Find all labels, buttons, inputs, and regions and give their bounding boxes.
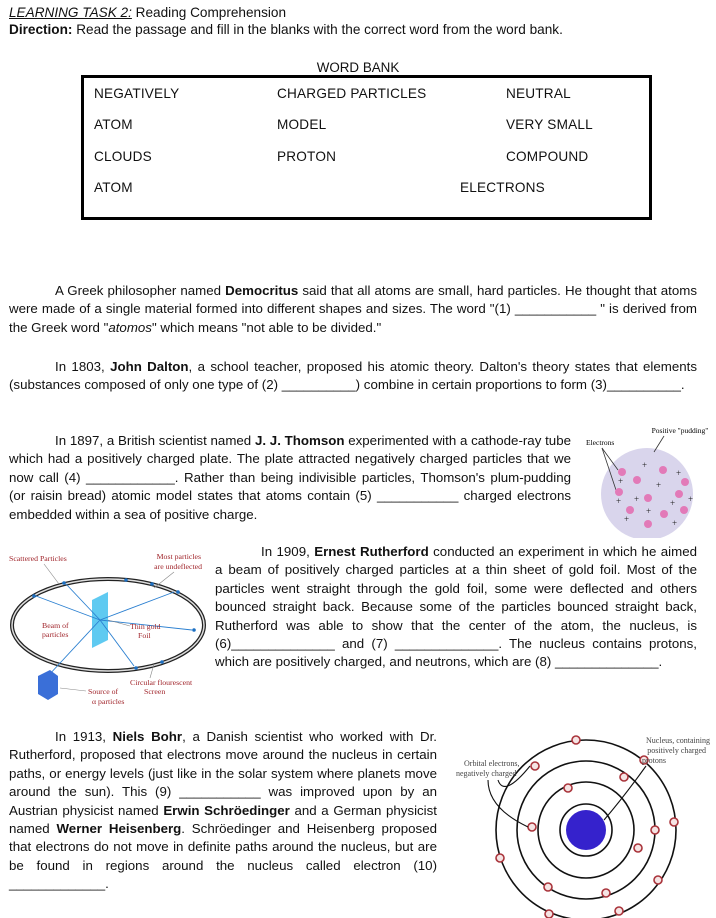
term-atomos: atomos [108, 319, 152, 335]
label-positive-pudding: Positive "pudding" [651, 426, 709, 435]
word-bank-item: NEGATIVELY [94, 86, 180, 101]
direction-label: Direction: [9, 22, 73, 37]
word-bank-item: VERY SMALL [506, 117, 593, 132]
word-bank-item: CHARGED PARTICLES [277, 86, 427, 101]
name-democritus: Democritus [225, 283, 299, 298]
word-bank-item: ATOM [94, 180, 133, 195]
label-foil: Foil [138, 631, 151, 640]
label-screen: Screen [144, 687, 166, 696]
label-positively-charged: positively charged [647, 746, 706, 755]
label-scattered: Scattered Particles [9, 554, 67, 563]
svg-text:+: + [634, 494, 640, 504]
svg-text:+: + [646, 506, 652, 516]
word-bank-item: PROTON [277, 149, 337, 164]
label-thin-gold: Thin gold [130, 622, 161, 631]
svg-text:+: + [618, 476, 624, 486]
gold-foil-diagram [4, 548, 214, 708]
task-title: Reading Comprehension [135, 5, 287, 20]
label-beam-particles: particles [42, 630, 69, 639]
label-circular-screen: Circular flourescent [130, 678, 193, 687]
name-schroedinger: Erwin Schröedinger [163, 802, 290, 818]
passage-democritus: A Greek philosopher named Democritus said that all atoms are small, hard particles. He thought that atoms were made of a single material formed into different shapes and sizes. The word "(1) ___________ " is derived from the Greek word "atomos" which means "not able to be divided." [9, 283, 697, 335]
label-negatively-charged: negatively charged [456, 769, 517, 778]
svg-text:+: + [616, 496, 622, 506]
task-label: LEARNING TASK 2: [9, 5, 132, 20]
name-heisenberg: Werner Heisenberg [56, 821, 182, 837]
bohr-model-diagram [448, 728, 714, 918]
direction-text: Read the passage and fill in the blanks with the correct word from the word bank. [76, 22, 563, 37]
name-dalton: John Dalton [110, 359, 189, 374]
svg-text:+: + [642, 460, 648, 470]
passage-bohr: In 1913, Niels Bohr, a Danish scientist who worked with Dr. Rutherford, proposed that electrons move around the nucleus in certain paths, or energy levels (just like in the solar system where planets move around the sun). This (9) ___________ was improved upon by an Austrian physicist named Erwin Schröedinger and a German physicist named Werner Heisenberg. Schröedinger and Heisenberg proposed that electrons do not move in definite paths around the nucleus, but are be found in regions around the nucleus called electron (10) _____________. [9, 729, 437, 892]
label-source: Source of [88, 687, 119, 696]
word-bank-title: WORD BANK [316, 60, 400, 75]
passage-thomson: In 1897, a British scientist named J. J. Thomson experimented with a cathode-ray tube which had a positively charged plate. The plate attracted negatively charged particles that we now call (4) ____________. Rather than being indivisible particles, Thomson's plum-pudding (or raisin bread) atomic model states that atoms contain (5) ___________ charged electrons embedded within a sea of positive charge. [9, 433, 571, 522]
task-header [9, 4, 563, 38]
svg-text:+: + [670, 498, 676, 508]
name-rutherford: Ernest Rutherford [314, 544, 429, 559]
svg-text:+: + [624, 514, 630, 524]
word-bank-item: MODEL [277, 117, 327, 132]
label-alpha: α particles [92, 697, 125, 706]
passage-dalton: In 1803, John Dalton, a school teacher, proposed his atomic theory. Dalton's theory states that elements (substances composed of only one type of (2) __________) combine in certain proportions to form (3)__________. [9, 359, 697, 393]
svg-text:+: + [676, 468, 682, 478]
label-electrons: Electrons [586, 438, 615, 447]
nucleus [566, 810, 606, 850]
label-orbital-electrons: Orbital electrons, [464, 759, 520, 768]
svg-text:+: + [688, 494, 694, 504]
label-beam: Beam of [42, 621, 69, 630]
word-bank-item: CLOUDS [94, 149, 152, 164]
source-box [38, 670, 58, 700]
passage-rutherford: In 1909, Ernest Rutherford conducted an experiment in which he aimed a beam of positively charged particles at a thin sheet of gold foil. Most of the particles went straight through the gold foil, some were deflected and others bounced straight back. Because some of the particles bounced straight back, Rutherford was able to show that the center of the atom, the nucleus, is (6)______________ and (7) ______________. The nucleus contains protons, which are positively charged, and neutrons, which are (8) ______________. [215, 544, 697, 670]
svg-text:+: + [656, 480, 662, 490]
word-bank-item: ATOM [94, 117, 133, 132]
word-bank-item: ELECTRONS [460, 180, 545, 195]
word-bank-item: NEUTRAL [506, 86, 571, 101]
word-bank-item: COMPOUND [506, 149, 589, 164]
svg-text:+: + [672, 518, 678, 528]
name-thomson: J. J. Thomson [254, 433, 345, 448]
label-protons: protons [642, 756, 666, 765]
name-bohr: Niels Bohr [112, 729, 183, 744]
plum-pudding-diagram [582, 422, 714, 538]
label-undeflected: are undeflected [154, 562, 202, 571]
label-most-particles: Most particles [156, 552, 201, 561]
label-nucleus: Nucleus, containing [646, 736, 710, 745]
